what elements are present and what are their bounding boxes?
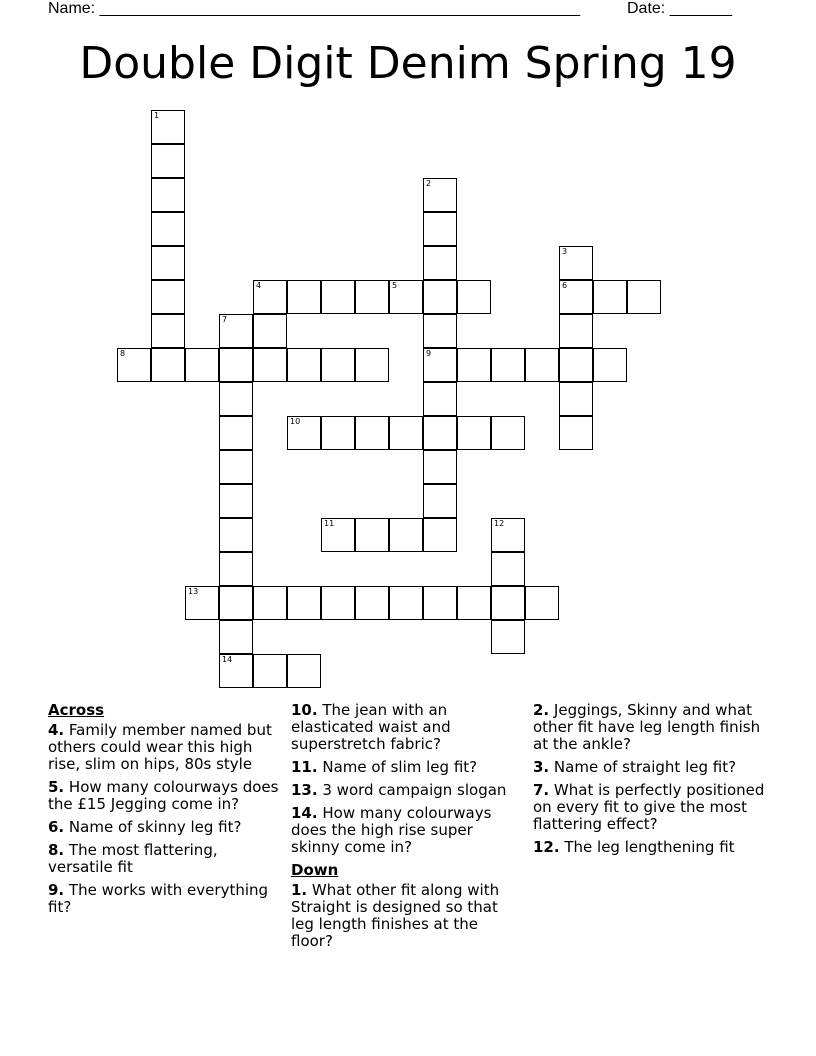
down-clue-1: 1. What other fit along with Straight is designed so that leg length finishes at the floor?	[291, 881, 500, 950]
down-clue-12: 12. The leg lengthening fit	[533, 838, 735, 856]
across-clue-6: 6. Name of skinny leg fit?	[48, 818, 242, 836]
grid-cell[interactable]	[491, 348, 525, 382]
across-clue-8: 8. The most flattering, versatile fit	[48, 841, 218, 876]
grid-cell[interactable]	[321, 586, 355, 620]
grid-cell[interactable]	[219, 348, 253, 382]
grid-cell[interactable]	[559, 280, 593, 314]
across-clue-10: 10. The jean with an elasticated waist and superstretch fabric?	[291, 701, 451, 753]
down-heading: Down	[291, 861, 339, 879]
grid-cell[interactable]	[219, 416, 253, 450]
grid-cell[interactable]	[423, 586, 457, 620]
clue-number: 8	[120, 349, 126, 358]
grid-cell[interactable]	[287, 416, 321, 450]
grid-cell[interactable]	[389, 586, 423, 620]
clue-number: 1	[154, 111, 160, 120]
grid-cell[interactable]	[185, 586, 219, 620]
grid-cell[interactable]	[491, 552, 525, 586]
grid-cell[interactable]	[389, 416, 423, 450]
grid-cell[interactable]	[219, 484, 253, 518]
grid-cell[interactable]	[457, 416, 491, 450]
grid-cell[interactable]	[559, 348, 593, 382]
grid-cell[interactable]	[355, 280, 389, 314]
clue-number: 10	[290, 417, 301, 426]
grid-cell[interactable]	[423, 382, 457, 416]
grid-cell[interactable]	[559, 314, 593, 348]
grid-cell[interactable]	[355, 586, 389, 620]
grid-cell[interactable]	[627, 280, 661, 314]
page-title: Double Digit Denim Spring 19	[79, 38, 737, 89]
grid-cell[interactable]	[321, 518, 355, 552]
grid-cell[interactable]	[491, 620, 525, 654]
grid-cell[interactable]	[219, 518, 253, 552]
grid-cell[interactable]	[423, 280, 457, 314]
grid-cell[interactable]	[253, 348, 287, 382]
grid-cell[interactable]	[151, 246, 185, 280]
grid-cell[interactable]	[321, 416, 355, 450]
grid-cell[interactable]	[525, 348, 559, 382]
grid-cell[interactable]	[491, 586, 525, 620]
name-field-line: Name: ______________________________________________________	[48, 0, 581, 17]
clue-number: 6	[562, 281, 568, 290]
grid-cell[interactable]	[457, 280, 491, 314]
grid-cell[interactable]	[151, 144, 185, 178]
clue-number: 4	[256, 281, 262, 290]
grid-cell[interactable]	[321, 348, 355, 382]
down-clue-2: 2. Jeggings, Skinny and what other fit have leg length finish at the ankle?	[533, 701, 761, 753]
grid-cell[interactable]	[423, 518, 457, 552]
grid-cell[interactable]	[525, 586, 559, 620]
grid-cell[interactable]	[423, 246, 457, 280]
clue-number: 5	[392, 281, 398, 290]
clue-number: 11	[324, 519, 335, 528]
grid-cell[interactable]	[389, 518, 423, 552]
down-clue-7: 7. What is perfectly positioned on every fit to give the most flattering effect?	[533, 781, 765, 833]
grid-cell[interactable]	[423, 484, 457, 518]
grid-cell[interactable]	[593, 348, 627, 382]
clue-number: 14	[222, 655, 233, 664]
grid-cell[interactable]	[219, 450, 253, 484]
grid-cell[interactable]	[287, 654, 321, 688]
grid-cell[interactable]	[491, 416, 525, 450]
grid-cell[interactable]	[253, 586, 287, 620]
across-clue-4: 4. Family member named but others could wear this high rise, slim on hips, 80s style	[48, 721, 272, 773]
grid-cell[interactable]	[219, 654, 253, 688]
grid-cell[interactable]	[559, 382, 593, 416]
clues-column-1	[48, 702, 280, 922]
grid-cell[interactable]	[253, 280, 287, 314]
grid-cell[interactable]	[253, 654, 287, 688]
grid-cell[interactable]	[287, 586, 321, 620]
clue-number: 12	[494, 519, 505, 528]
grid-cell[interactable]	[253, 314, 287, 348]
grid-cell[interactable]	[593, 280, 627, 314]
clue-number: 13	[188, 587, 199, 596]
grid-cell[interactable]	[423, 450, 457, 484]
grid-cell[interactable]	[559, 416, 593, 450]
grid-cell[interactable]	[491, 518, 525, 552]
grid-cell[interactable]	[219, 382, 253, 416]
grid-cell[interactable]	[559, 246, 593, 280]
grid-cell[interactable]	[423, 212, 457, 246]
across-clue-11: 11. Name of slim leg fit?	[291, 758, 478, 776]
grid-cell[interactable]	[287, 280, 321, 314]
grid-cell[interactable]	[151, 280, 185, 314]
across-heading: Across	[48, 701, 105, 719]
clue-number: 2	[426, 179, 432, 188]
across-clue-5: 5. How many colourways does the £15 Jegging come in?	[48, 778, 279, 813]
clue-number: 9	[426, 349, 432, 358]
across-clue-9: 9. The works with everything fit?	[48, 881, 269, 916]
grid-cell[interactable]	[219, 586, 253, 620]
grid-cell[interactable]	[219, 620, 253, 654]
grid-cell[interactable]	[355, 348, 389, 382]
across-clue-13: 13. 3 word campaign slogan	[291, 781, 507, 799]
grid-cell[interactable]	[423, 178, 457, 212]
grid-cell[interactable]	[151, 314, 185, 348]
grid-cell[interactable]	[423, 416, 457, 450]
grid-cell[interactable]	[457, 586, 491, 620]
grid-cell[interactable]	[117, 348, 151, 382]
grid-cell[interactable]	[287, 348, 321, 382]
across-clue-14: 14. How many colourways does the high rise super skinny come in?	[291, 804, 492, 856]
grid-cell[interactable]	[423, 314, 457, 348]
grid-cell[interactable]	[389, 280, 423, 314]
grid-cell[interactable]	[457, 348, 491, 382]
grid-cell[interactable]	[321, 280, 355, 314]
grid-cell[interactable]	[185, 348, 219, 382]
grid-cell[interactable]	[355, 416, 389, 450]
grid-cell[interactable]	[151, 178, 185, 212]
grid-cell[interactable]	[355, 518, 389, 552]
clues-column-3	[533, 702, 765, 862]
date-field-line: Date: _______	[627, 0, 732, 17]
down-clue-3: 3. Name of straight leg fit?	[533, 758, 737, 776]
grid-cell[interactable]	[151, 110, 185, 144]
clues-column-2	[291, 702, 523, 956]
grid-cell[interactable]	[219, 552, 253, 586]
grid-cell[interactable]	[219, 314, 253, 348]
grid-cell[interactable]	[423, 348, 457, 382]
grid-cell[interactable]	[151, 212, 185, 246]
clue-number: 3	[562, 247, 568, 256]
grid-cell[interactable]	[151, 348, 185, 382]
clue-number: 7	[222, 315, 228, 324]
